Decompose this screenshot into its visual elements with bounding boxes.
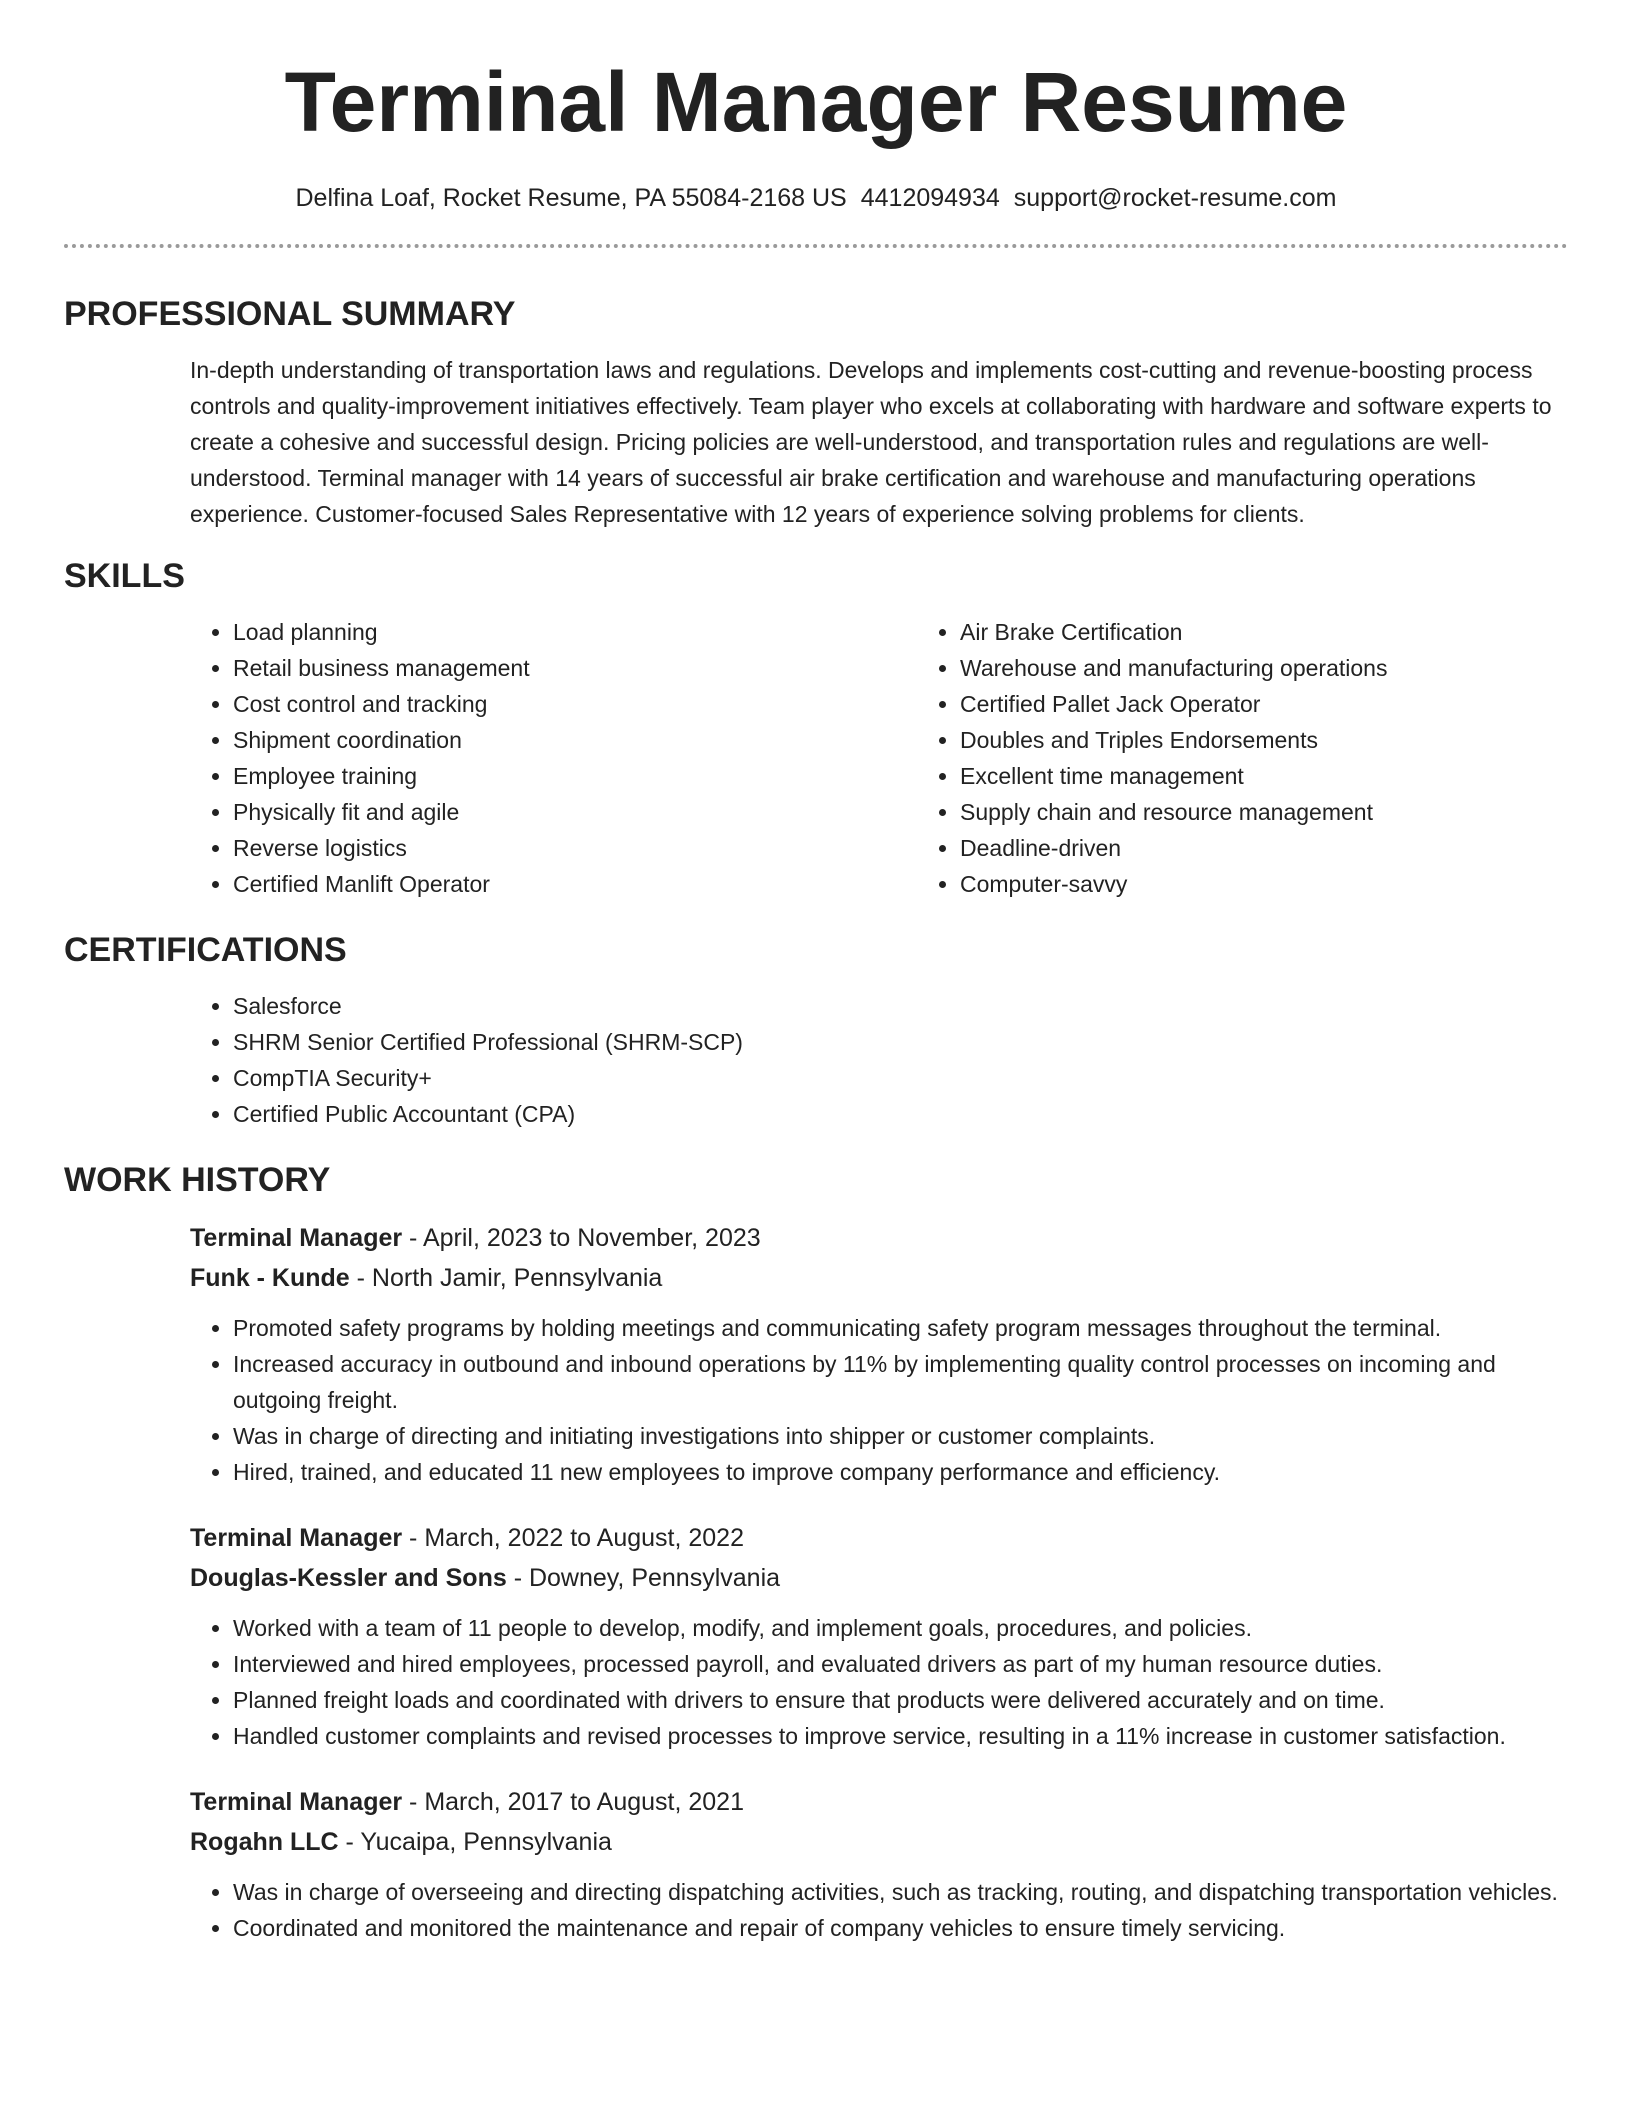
section-title-summary: PROFESSIONAL SUMMARY bbox=[64, 295, 516, 333]
list-item: • Excellent time management bbox=[960, 758, 1580, 794]
skills-list-left bbox=[0, 614, 680, 902]
job-company-line bbox=[190, 1822, 1568, 1862]
list-item: • Doubles and Triples Endorsements bbox=[960, 722, 1580, 758]
job-title: Terminal Manager bbox=[190, 1224, 403, 1252]
list-item: • Planned freight loads and coordinated with drivers to ensure that products were delivered accurately and on time. bbox=[233, 1682, 1568, 1718]
job-company: Funk - Kunde bbox=[190, 1264, 350, 1292]
job-title-line bbox=[190, 1218, 1568, 1258]
list-item: • Deadline-driven bbox=[960, 830, 1580, 866]
list-item: • Handled customer complaints and revised processes to improve service, resulting in a 11% increase in customer satisfaction. bbox=[233, 1718, 1568, 1754]
job-bullets bbox=[0, 1874, 1632, 1946]
job-dates: - March, 2017 to August, 2021 bbox=[402, 1788, 744, 1816]
job-title: Terminal Manager bbox=[190, 1524, 403, 1552]
section-title-certifications: CERTIFICATIONS bbox=[64, 931, 347, 969]
list-item: • Certified Manlift Operator bbox=[233, 866, 680, 902]
list-item: • Retail business management bbox=[233, 650, 680, 686]
job-dates: - April, 2023 to November, 2023 bbox=[402, 1224, 761, 1252]
job-dates: - March, 2022 to August, 2022 bbox=[402, 1524, 744, 1552]
job-company: Rogahn LLC bbox=[190, 1828, 339, 1856]
list-item: • Computer-savvy bbox=[960, 866, 1580, 902]
list-item: • Load planning bbox=[233, 614, 680, 650]
job-bullets bbox=[0, 1610, 1632, 1754]
skills-grid bbox=[0, 614, 1632, 902]
certifications-list bbox=[0, 988, 1632, 1132]
list-item: • Warehouse and manufacturing operations bbox=[960, 650, 1580, 686]
job-company: Douglas-Kessler and Sons bbox=[190, 1564, 507, 1592]
list-item: • Coordinated and monitored the maintenance and repair of company vehicles to ensure timely servicing. bbox=[233, 1910, 1568, 1946]
list-item: • Physically fit and agile bbox=[233, 794, 680, 830]
list-item: • Air Brake Certification bbox=[960, 614, 1580, 650]
list-item: • Reverse logistics bbox=[233, 830, 680, 866]
list-item: • Hired, trained, and educated 11 new employees to improve company performance and efficiency. bbox=[233, 1454, 1568, 1490]
list-item: • Employee training bbox=[233, 758, 680, 794]
job-title: Terminal Manager bbox=[190, 1788, 403, 1816]
list-item: • Was in charge of overseeing and directing dispatching activities, such as tracking, routing, and dispatching transportation vehicles. bbox=[233, 1874, 1568, 1910]
skills-list-right bbox=[680, 614, 1580, 902]
job-location: - North Jamir, Pennsylvania bbox=[349, 1264, 663, 1292]
list-item: • Cost control and tracking bbox=[233, 686, 680, 722]
list-item: • SHRM Senior Certified Professional (SHRM-SCP) bbox=[233, 1024, 1632, 1060]
job-company-line bbox=[190, 1258, 1568, 1298]
contact-email: support@rocket-resume.com bbox=[1013, 184, 1337, 212]
job-title-line bbox=[190, 1782, 1568, 1822]
list-item: • Interviewed and hired employees, processed payroll, and evaluated drivers as part of my human resource duties. bbox=[233, 1646, 1568, 1682]
job-title-line bbox=[190, 1518, 1568, 1558]
list-item: • Worked with a team of 11 people to develop, modify, and implement goals, procedures, and policies. bbox=[233, 1610, 1568, 1646]
job-bullets bbox=[0, 1310, 1632, 1490]
list-item: • Salesforce bbox=[233, 988, 1632, 1024]
list-item: • Promoted safety programs by holding meetings and communicating safety program messages throughout the terminal. bbox=[233, 1310, 1568, 1346]
list-item: • CompTIA Security+ bbox=[233, 1060, 1632, 1096]
resume-title: Terminal Manager Resume bbox=[284, 55, 1348, 149]
section-title-work-history: WORK HISTORY bbox=[64, 1161, 331, 1199]
list-item: • Shipment coordination bbox=[233, 722, 680, 758]
list-item: • Supply chain and resource management bbox=[960, 794, 1580, 830]
summary-text: In-depth understanding of transportation laws and regulations. Develops and implements cost-cutting and revenue-boosting process controls and quality-improvement initiatives effectively. Team player who excels at collaborating with hardware and software experts to create a cohesive and successful design. Pricing policies are well-understood, and transportation rules and regulations are well-understood. Terminal manager with 14 years of successful air brake certification and warehouse and manufacturing operations experience. Customer-focused Sales Representative with 12 years of experience solving problems for clients. bbox=[190, 357, 1552, 527]
section-title-skills: SKILLS bbox=[64, 557, 185, 595]
job-location: - Downey, Pennsylvania bbox=[506, 1564, 781, 1592]
job-location: - Yucaipa, Pennsylvania bbox=[338, 1828, 612, 1856]
contact-line bbox=[0, 181, 1632, 215]
job-company-line bbox=[190, 1558, 1568, 1598]
contact-phone: 4412094934 bbox=[860, 184, 1000, 212]
contact-address: Delfina Loaf, Rocket Resume, PA 55084-2168 US bbox=[295, 184, 847, 212]
list-item: • Increased accuracy in outbound and inbound operations by 11% by implementing quality control processes on incoming and outgoing freight. bbox=[233, 1346, 1568, 1418]
list-item: • Certified Public Accountant (CPA) bbox=[233, 1096, 1632, 1132]
list-item: • Was in charge of directing and initiating investigations into shipper or customer complaints. bbox=[233, 1418, 1568, 1454]
header-divider bbox=[64, 244, 1568, 248]
list-item: • Certified Pallet Jack Operator bbox=[960, 686, 1580, 722]
